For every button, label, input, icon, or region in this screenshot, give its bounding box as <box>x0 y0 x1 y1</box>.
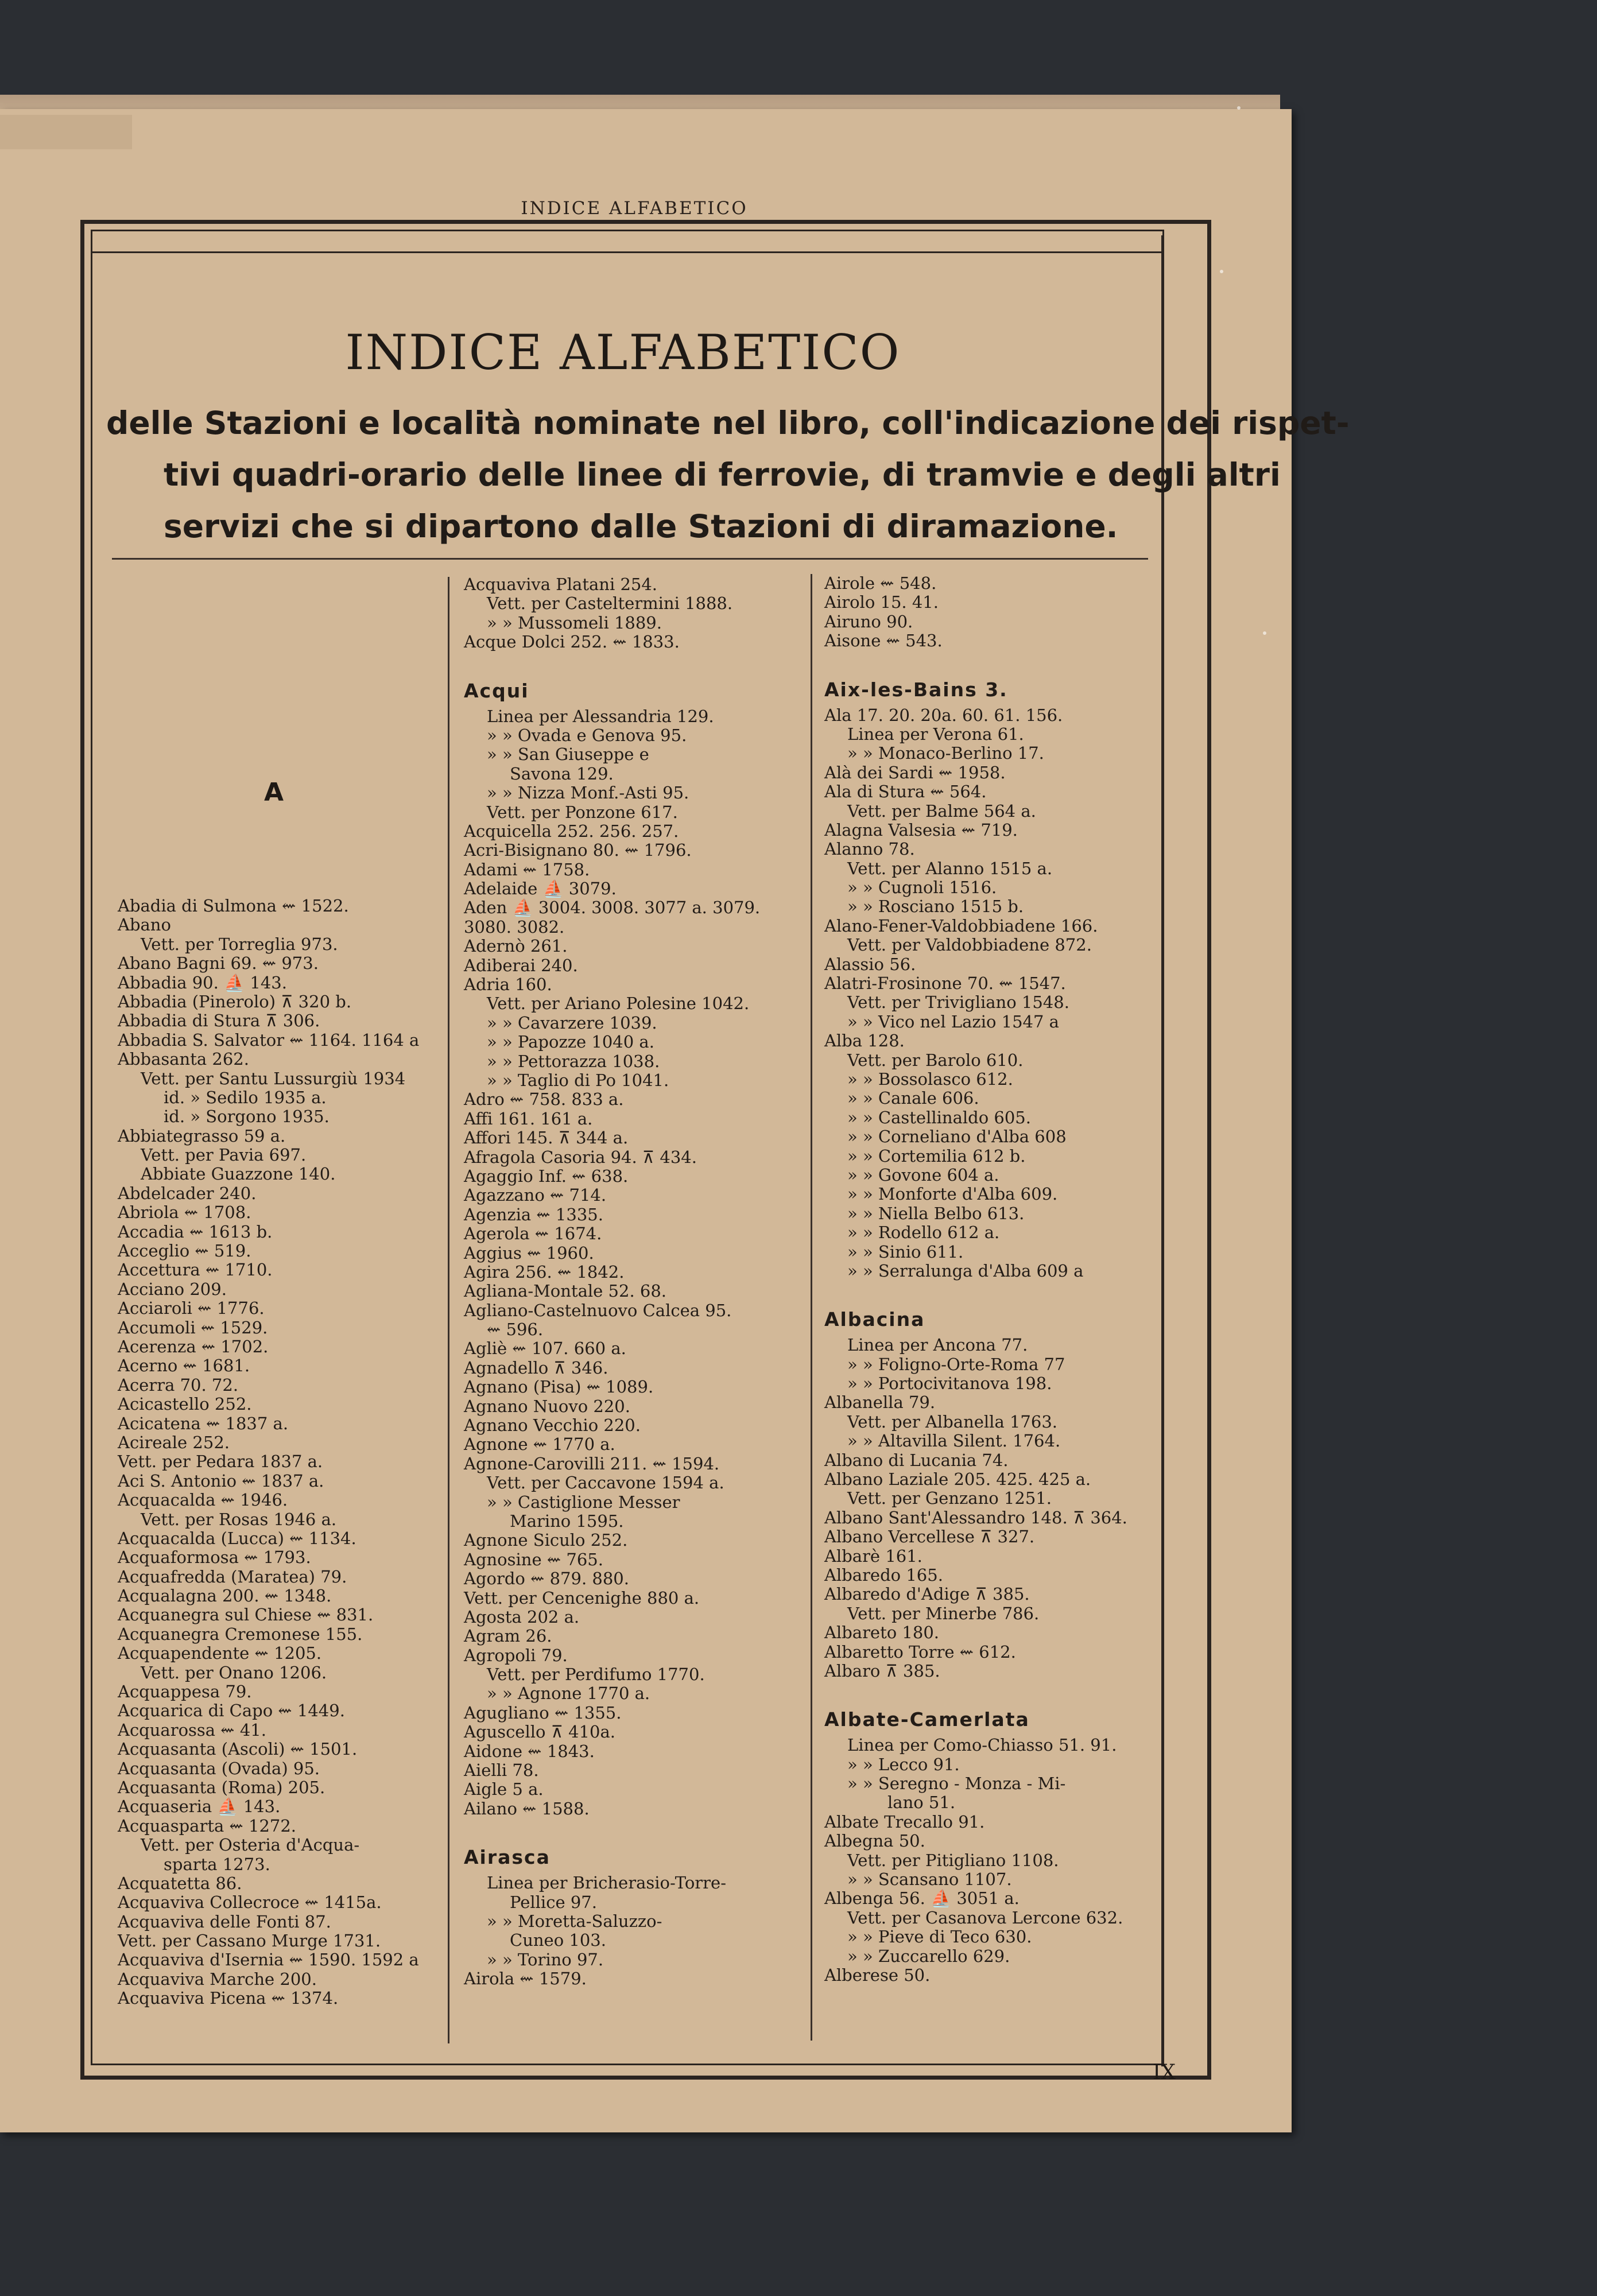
running-head: INDICE ALFABETICO <box>521 198 748 219</box>
index-entry: » » Portocivitanova 198. <box>847 1374 1052 1394</box>
index-entry: Acquaformosa ⇜ 1793. <box>118 1548 311 1568</box>
index-entry: Linea per Alessandria 129. <box>487 706 714 726</box>
index-entry: » » Ovada e Genova 95. <box>487 725 687 745</box>
index-entry: Vett. per Rosas 1946 a. <box>141 1509 337 1529</box>
index-entry: Acquacalda ⇜ 1946. <box>118 1490 288 1510</box>
index-entry: Abbadia di Stura ⊼ 306. <box>118 1011 320 1031</box>
index-entry: Abbasanta 262. <box>118 1049 249 1069</box>
index-heading: Albate-Camerlata <box>824 1708 1030 1731</box>
index-entry: Abbadia S. Salvator ⇜ 1164. 1164 a <box>118 1030 420 1050</box>
index-entry: » » Rodello 612 a. <box>847 1223 1000 1243</box>
index-entry: Alagna Valsesia ⇜ 719. <box>824 820 1018 840</box>
index-entry: Albaro ⊼ 385. <box>824 1661 940 1681</box>
index-entry: » » Mussomeli 1889. <box>487 612 662 633</box>
title-rule <box>112 558 1148 560</box>
index-entry: » » Govone 604 a. <box>847 1165 999 1185</box>
page-title: INDICE ALFABETICO <box>345 324 901 381</box>
index-entry: Vett. per Albanella 1763. <box>847 1411 1057 1432</box>
index-entry: Acciano 209. <box>118 1279 227 1299</box>
index-entry: Agnone Siculo 252. <box>464 1530 628 1550</box>
entry-spacer <box>824 1281 1127 1304</box>
index-entry: » » Foligno-Orte-Roma 77 <box>847 1354 1065 1374</box>
index-entry: Vett. per Osteria d'Acqua- <box>141 1835 360 1855</box>
index-entry: Airuno 90. <box>824 611 913 631</box>
index-entry: Pellice 97. <box>510 1892 597 1912</box>
index-entry: » » Sinio 611. <box>847 1242 964 1262</box>
index-entry: Albaretto Torre ⇜ 612. <box>824 1642 1016 1662</box>
index-entry: Acri-Bisignano 80. ⇜ 1796. <box>464 840 692 860</box>
index-entry: » » Seregno - Monza - Mi- <box>847 1774 1066 1794</box>
index-entry: Agnosine ⇜ 765. <box>464 1549 603 1569</box>
index-entry: Aden ⛵ 3004. 3008. 3077 a. 3079. <box>464 898 761 918</box>
index-entry: Albaredo d'Adige ⊼ 385. <box>824 1584 1030 1604</box>
index-entry: lano 51. <box>887 1793 956 1813</box>
column-rule-2 <box>811 574 812 2041</box>
index-entry: Vett. per Onano 1206. <box>141 1662 327 1682</box>
index-entry: Aci S. Antonio ⇜ 1837 a. <box>118 1471 324 1491</box>
index-entry: Abano <box>118 915 171 935</box>
index-entry: Abdelcader 240. <box>118 1183 257 1203</box>
index-entry: Acquatetta 86. <box>118 1873 242 1893</box>
index-entry: Vett. per Alanno 1515 a. <box>847 858 1053 878</box>
entry-spacer <box>464 1818 760 1841</box>
index-entry: Acerenza ⇜ 1702. <box>118 1336 269 1356</box>
index-entry: Acquasparta ⇜ 1272. <box>118 1816 297 1836</box>
index-entry: Acqualagna 200. ⇜ 1348. <box>118 1586 332 1606</box>
index-entry: Agropoli 79. <box>464 1645 568 1665</box>
index-entry: » » Zuccarello 629. <box>847 1946 1010 1966</box>
index-entry: Vett. per Ariano Polesine 1042. <box>487 994 750 1014</box>
index-heading: Aix-les-Bains 3. <box>824 678 1008 701</box>
index-entry: Linea per Ancona 77. <box>847 1335 1028 1355</box>
subtitle-line-2: tivi quadri-orario delle linee di ferrovie, di tramvie e degli altri <box>164 456 1281 493</box>
index-entry: Agazzano ⇜ 714. <box>464 1185 607 1205</box>
index-entry: Marino 1595. <box>510 1511 624 1531</box>
index-entry: » » Canale 606. <box>847 1088 979 1108</box>
index-heading: Acqui <box>464 679 529 702</box>
index-entry: Afragola Casoria 94. ⊼ 434. <box>464 1147 697 1167</box>
index-entry: Abriola ⇜ 1708. <box>118 1203 251 1223</box>
frame-top-rule <box>91 251 1163 253</box>
index-entry: Albenga 56. ⛵ 3051 a. <box>824 1888 1020 1909</box>
index-entry: Acquanegra Cremonese 155. <box>118 1624 363 1644</box>
index-entry: Aidone ⇜ 1843. <box>464 1741 595 1761</box>
index-entry: Vett. per Caccavone 1594 a. <box>487 1473 724 1493</box>
index-entry: Alberese 50. <box>824 1965 931 1985</box>
index-entry: Acquasanta (Ascoli) ⇜ 1501. <box>118 1739 358 1759</box>
index-entry: Vett. per Pavia 697. <box>141 1145 307 1165</box>
entry-spacer <box>824 1681 1127 1704</box>
index-entry: » » Monaco-Berlino 17. <box>847 743 1044 763</box>
index-entry: Agnano (Pisa) ⇜ 1089. <box>464 1377 654 1397</box>
index-entry: Acquaseria ⛵ 143. <box>118 1797 281 1817</box>
index-entry: 3080. 3082. <box>464 917 565 937</box>
index-entry: Agugliano ⇜ 1355. <box>464 1702 622 1723</box>
index-entry: Acquaviva Marche 200. <box>118 1969 317 1989</box>
index-entry: Vett. per Ponzone 617. <box>487 802 678 822</box>
index-entry: Alba 128. <box>824 1031 905 1051</box>
dust-speck <box>1237 106 1241 110</box>
subtitle <box>106 397 1350 552</box>
index-entry: » » Serralunga d'Alba 609 a <box>847 1261 1084 1281</box>
index-entry: » » Castiglione Messer <box>487 1492 680 1512</box>
index-entry: Acquafredda (Maratea) 79. <box>118 1566 347 1587</box>
index-entry: Alà dei Sardi ⇜ 1958. <box>824 762 1006 782</box>
index-entry: Alano-Fener-Valdobbiadene 166. <box>824 916 1098 936</box>
index-entry: Aguscello ⊼ 410a. <box>464 1722 616 1742</box>
section-letter: A <box>264 778 284 807</box>
index-entry: Adernò 261. <box>464 936 568 956</box>
index-entry: Ala 17. 20. 20a. 60. 61. 156. <box>824 705 1063 725</box>
index-entry: Albano Vercellese ⊼ 327. <box>824 1527 1035 1547</box>
index-entry: Acicastello 252. <box>118 1394 252 1414</box>
index-heading: Albacina <box>824 1308 925 1331</box>
index-entry: Alanno 78. <box>824 839 915 859</box>
index-entry: Adiberai 240. <box>464 955 578 975</box>
index-entry: Aigle 5 a. <box>464 1779 544 1799</box>
index-entry: id. » Sorgono 1935. <box>164 1107 330 1127</box>
index-entry: Albano Laziale 205. 425. 425 a. <box>824 1469 1091 1490</box>
index-entry: Acquappesa 79. <box>118 1682 252 1702</box>
index-entry: Linea per Bricherasio-Torre- <box>487 1873 726 1893</box>
index-entry: Vett. per Minerbe 786. <box>847 1603 1040 1623</box>
index-entry: » » Pettorazza 1038. <box>487 1051 660 1071</box>
index-entry: Linea per Verona 61. <box>847 724 1024 744</box>
index-entry: Agaggio Inf. ⇜ 638. <box>464 1166 629 1186</box>
entry-spacer <box>824 651 1127 674</box>
index-entry: Airola ⇜ 1579. <box>464 1969 587 1989</box>
index-entry: Acquasanta (Roma) 205. <box>118 1777 325 1797</box>
index-entry: Albanella 79. <box>824 1393 936 1413</box>
index-entry: » » Corneliano d'Alba 608 <box>847 1127 1067 1147</box>
index-entry: » » Cavarzere 1039. <box>487 1013 657 1033</box>
index-entry: Accadia ⇜ 1613 b. <box>118 1221 273 1242</box>
index-entry: » » Monforte d'Alba 609. <box>847 1184 1058 1204</box>
index-entry: Albate Trecallo 91. <box>824 1812 985 1832</box>
index-entry: Alassio 56. <box>824 954 916 974</box>
frame-right-rule <box>1161 235 1164 2066</box>
index-entry: Agnone ⇜ 1770 a. <box>464 1434 615 1455</box>
index-entry: Albano di Lucania 74. <box>824 1450 1009 1470</box>
index-entry: » » Niella Belbo 613. <box>847 1203 1025 1223</box>
index-heading: Airasca <box>464 1846 551 1869</box>
index-entry: Accumoli ⇜ 1529. <box>118 1317 268 1337</box>
index-entry: Acque Dolci 252. ⇜ 1833. <box>464 632 680 652</box>
index-entry: Vett. per Pedara 1837 a. <box>118 1452 323 1472</box>
index-entry: Aielli 78. <box>464 1760 539 1781</box>
index-entry: Vett. per Cencenighe 880 a. <box>464 1588 700 1608</box>
index-entry: Accettura ⇜ 1710. <box>118 1260 273 1280</box>
page-number: IX <box>1153 2061 1176 2084</box>
index-column-1 <box>118 897 419 2008</box>
index-column-3 <box>824 574 1127 1985</box>
index-entry: Agnadello ⊼ 346. <box>464 1358 608 1378</box>
index-entry: Vett. per Perdifumo 1770. <box>487 1665 705 1685</box>
index-entry: Ala di Stura ⇜ 564. <box>824 782 987 802</box>
index-entry: Agordo ⇜ 879. 880. <box>464 1569 629 1589</box>
page-fold-strip <box>0 115 132 149</box>
index-entry: Aggius ⇜ 1960. <box>464 1243 594 1263</box>
index-entry: Agliè ⇜ 107. 660 a. <box>464 1339 626 1359</box>
index-entry: Agenzia ⇜ 1335. <box>464 1204 603 1224</box>
index-entry: » » Torino 97. <box>487 1949 604 1969</box>
index-entry: Agira 256. ⇜ 1842. <box>464 1262 625 1282</box>
index-entry: Acicatena ⇜ 1837 a. <box>118 1413 289 1433</box>
column-rule-1 <box>448 577 449 2043</box>
index-entry: Abbiategrasso 59 a. <box>118 1126 286 1146</box>
index-entry: Albano Sant'Alessandro 148. ⊼ 364. <box>824 1507 1127 1527</box>
index-entry: Albegna 50. <box>824 1831 925 1851</box>
entry-spacer <box>464 652 760 675</box>
index-entry: Affori 145. ⊼ 344 a. <box>464 1128 629 1148</box>
index-entry: Acerra 70. 72. <box>118 1375 239 1395</box>
subtitle-line-1: delle Stazioni e località nominate nel libro, coll'indicazione dei rispet- <box>106 405 1350 441</box>
index-entry: Agosta 202 a. <box>464 1607 580 1627</box>
index-entry: » » Cugnoli 1516. <box>847 878 997 898</box>
index-entry: » » Pieve di Teco 630. <box>847 1927 1032 1947</box>
index-entry: » » Lecco 91. <box>847 1754 960 1774</box>
index-entry: Airolo 15. 41. <box>824 592 939 612</box>
index-entry: » » Castellinaldo 605. <box>847 1107 1031 1127</box>
index-entry: Abbadia 90. ⛵ 143. <box>118 972 287 992</box>
index-entry: » » Taglio di Po 1041. <box>487 1070 669 1090</box>
index-entry: Vett. per Trivigliano 1548. <box>847 992 1069 1013</box>
index-entry: sparta 1273. <box>164 1854 270 1874</box>
index-entry: Acceglio ⇜ 519. <box>118 1241 251 1261</box>
index-entry: Acquaviva Picena ⇜ 1374. <box>118 1988 339 2008</box>
index-entry: Vett. per Pitigliano 1108. <box>847 1850 1059 1870</box>
index-entry: Abbadia (Pinerolo) ⊼ 320 b. <box>118 991 352 1011</box>
index-entry: Acquaviva Collecroce ⇜ 1415a. <box>118 1892 382 1913</box>
index-entry: Ailano ⇜ 1588. <box>464 1798 590 1818</box>
index-entry: Cuneo 103. <box>510 1930 606 1950</box>
dust-speck <box>1263 631 1266 635</box>
dust-speck <box>1220 270 1223 273</box>
index-entry: Savona 129. <box>510 763 614 784</box>
index-entry: » » Papozze 1040 a. <box>487 1032 654 1052</box>
index-entry: » » Nizza Monf.-Asti 95. <box>487 783 689 803</box>
index-entry: Abano Bagni 69. ⇜ 973. <box>118 953 319 974</box>
index-entry: Acquaviva Platani 254. <box>464 575 658 594</box>
index-entry: » » San Giuseppe e <box>487 744 649 765</box>
index-entry: Agliana-Montale 52. 68. <box>464 1281 666 1301</box>
index-entry: Aisone ⇜ 543. <box>824 631 943 651</box>
index-entry: Agliano-Castelnuovo Calcea 95. <box>464 1300 732 1320</box>
index-entry: » » Agnone 1770 a. <box>487 1684 650 1704</box>
index-entry: Acquaviva d'Isernia ⇜ 1590. 1592 a <box>118 1950 419 1970</box>
index-entry: Acquicella 252. 256. 257. <box>464 821 679 841</box>
index-entry: Agnano Vecchio 220. <box>464 1415 641 1436</box>
index-entry: Abadia di Sulmona ⇜ 1522. <box>118 896 349 916</box>
index-entry: Adami ⇜ 1758. <box>464 859 590 879</box>
index-entry: Vett. per Casanova Lercone 632. <box>847 1907 1123 1927</box>
index-entry: Acquacalda (Lucca) ⇜ 1134. <box>118 1528 356 1548</box>
index-entry: Vett. per Torreglia 973. <box>141 934 338 954</box>
index-entry: Airole ⇜ 548. <box>824 573 937 593</box>
index-entry: » » Bossolasco 612. <box>847 1069 1013 1089</box>
index-entry: Acquarica di Capo ⇜ 1449. <box>118 1701 345 1721</box>
index-entry: Vett. per Santu Lussurgiù 1934 <box>141 1068 406 1088</box>
index-entry: Acquaviva delle Fonti 87. <box>118 1911 331 1932</box>
index-column-2 <box>464 575 760 1989</box>
index-entry: Vett. per Barolo 610. <box>847 1050 1024 1070</box>
index-entry: Alatri-Frosinone 70. ⇜ 1547. <box>824 974 1066 994</box>
index-entry: » » Rosciano 1515 b. <box>847 897 1024 917</box>
index-entry: Acquapendente ⇜ 1205. <box>118 1643 322 1663</box>
index-entry: Acciaroli ⇜ 1776. <box>118 1298 265 1318</box>
index-entry: Albaredo 165. <box>824 1565 943 1585</box>
index-entry: Adria 160. <box>464 975 552 995</box>
index-entry: Agnano Nuovo 220. <box>464 1396 630 1416</box>
index-entry: Agerola ⇜ 1674. <box>464 1224 602 1244</box>
index-entry: Vett. per Valdobbiadene 872. <box>847 935 1092 955</box>
index-entry: » » Moretta-Saluzzo- <box>487 1911 662 1931</box>
index-entry: Albarè 161. <box>824 1546 922 1566</box>
index-entry: Adro ⇜ 758. 833 a. <box>464 1089 624 1110</box>
index-entry: Vett. per Genzano 1251. <box>847 1488 1052 1508</box>
index-entry: Acquarossa ⇜ 41. <box>118 1720 266 1740</box>
index-entry: Agnone-Carovilli 211. ⇜ 1594. <box>464 1453 720 1473</box>
index-entry: » » Altavilla Silent. 1764. <box>847 1431 1061 1451</box>
index-entry: Adelaide ⛵ 3079. <box>464 879 617 899</box>
index-entry: Vett. per Casteltermini 1888. <box>487 594 733 614</box>
index-entry: Vett. per Cassano Murge 1731. <box>118 1931 381 1951</box>
subtitle-line-3: servizi che si dipartono dalle Stazioni di diramazione. <box>164 508 1118 545</box>
index-entry: Affi 161. 161 a. <box>464 1108 593 1128</box>
index-entry: Albareto 180. <box>824 1623 939 1643</box>
index-entry: Acquasanta (Ovada) 95. <box>118 1758 320 1778</box>
index-entry: Vett. per Balme 564 a. <box>847 801 1036 821</box>
index-entry: Acireale 252. <box>118 1432 230 1452</box>
index-entry: » » Vico nel Lazio 1547 a <box>847 1011 1059 1031</box>
index-entry: Linea per Como-Chiasso 51. 91. <box>847 1735 1117 1755</box>
index-entry: » » Cortemilia 612 b. <box>847 1146 1026 1166</box>
index-entry: » » Scansano 1107. <box>847 1870 1012 1890</box>
index-entry: Abbiate Guazzone 140. <box>141 1164 336 1184</box>
index-entry: Agram 26. <box>464 1626 552 1646</box>
index-entry: Acerno ⇜ 1681. <box>118 1356 250 1376</box>
index-entry: id. » Sedilo 1935 a. <box>164 1087 327 1107</box>
index-entry: ⇜ 596. <box>487 1320 544 1340</box>
index-entry: Acquanegra sul Chiese ⇜ 831. <box>118 1605 374 1625</box>
